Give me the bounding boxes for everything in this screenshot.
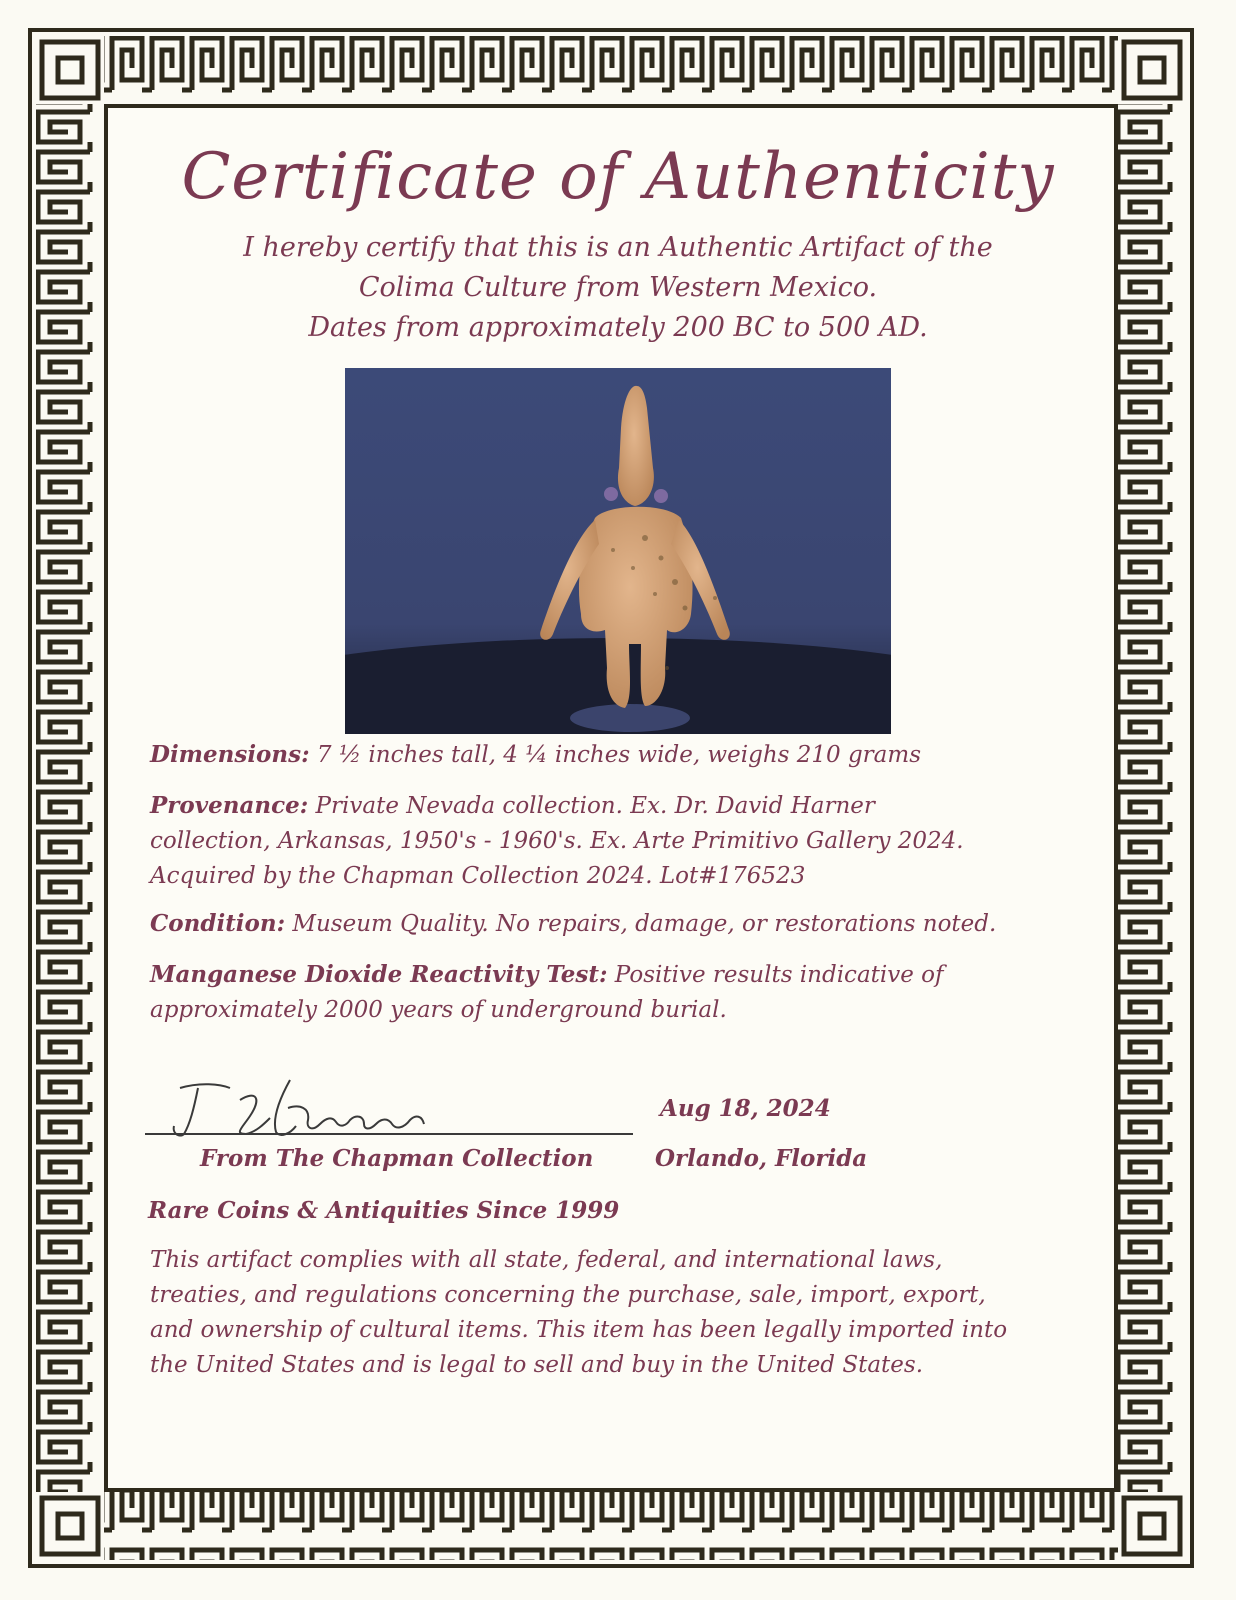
provenance-label: Provenance: [150,792,309,819]
dimensions-value: 7 ½ inches tall, 4 ¼ inches wide, weighs 210 grams [309,742,921,768]
dimensions-label: Dimensions: [150,741,310,768]
provenance-block [150,788,1080,894]
manganese-label: Manganese Dioxide Reactivity Test: [150,961,608,988]
signature-line [145,1133,633,1135]
manganese-line: Positive results indicative of [607,962,944,988]
tagline: Rare Coins & Antiquities Since 1999 [148,1197,620,1224]
legal-line: and ownership of cultural items. This item has been legally imported into [150,1317,1008,1343]
intro-line: Dates from approximately 200 BC to 500 AD. [308,312,928,343]
from-collection: From The Chapman Collection [200,1145,594,1172]
manganese-line: approximately 2000 years of underground burial. [150,997,727,1023]
provenance-line: collection, Arkansas, 1950's - 1960's. Ex. Arte Primitivo Gallery 2024. [150,828,964,854]
provenance-line: Private Nevada collection. Ex. Dr. David Harner [308,793,875,819]
signature-image [160,1068,460,1148]
location: Orlando, Florida [655,1145,868,1172]
legal-line: the United States and is legal to sell and buy in the United States. [150,1352,924,1378]
provenance-line: Acquired by the Chapman Collection 2024. Lot#176523 [150,863,806,889]
condition-row [150,906,1080,942]
certificate-title: Certificate of Authenticity [181,140,1055,214]
condition-value: Museum Quality. No repairs, damage, or restorations noted. [285,911,997,937]
condition-label: Condition: [150,910,286,937]
artifact-photo [345,368,891,734]
certificate-intro [160,228,1076,348]
manganese-block [150,957,1080,1028]
dimensions-row [150,737,1080,773]
legal-line: treaties, and regulations concerning the purchase, sale, import, export, [150,1282,986,1308]
legal-statement [150,1243,1080,1383]
intro-line: Colima Culture from Western Mexico. [358,272,878,303]
intro-line: I hereby certify that this is an Authentic Artifact of the [243,232,993,263]
certificate-date: Aug 18, 2024 [660,1095,831,1122]
legal-line: This artifact complies with all state, federal, and international laws, [150,1247,943,1273]
